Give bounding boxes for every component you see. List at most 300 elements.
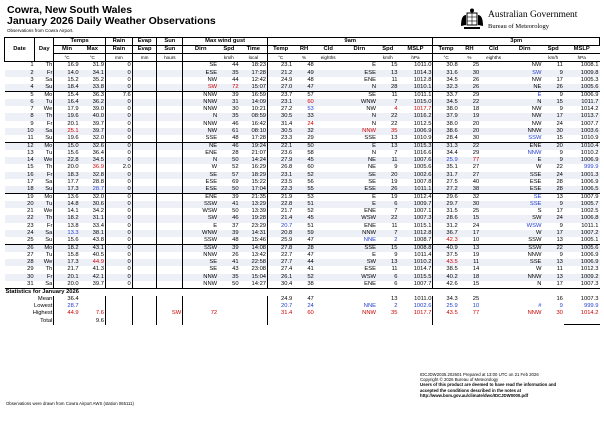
cell-time: 22:58 [251,259,267,266]
cell-dirn: ESE [183,186,218,194]
cell-evap [132,252,157,259]
cell-spd: 72 [232,83,239,90]
cell-dirn: ESE [529,178,542,185]
stats-highest-row [5,310,600,317]
report-header [7,5,216,34]
cell-spd: 13 [377,142,398,150]
cell-time: 17:28 [251,134,267,141]
cell-spd: 11 [391,222,398,229]
cell-cld [480,303,507,310]
cell-temp: 30.4 [268,281,294,289]
cell-dirn: NNW [183,121,218,128]
cell-time [240,303,268,310]
cell-evap [132,223,157,230]
table-row [5,172,600,179]
cell-temp: 28.6 [433,215,459,222]
cell-spd [542,317,563,325]
cell-dirn: NNW [183,281,218,289]
cell-dirn [507,317,542,325]
table-row [5,259,600,266]
cell-rh: 53 [293,193,314,201]
cell-temp: 22.3 [268,186,294,194]
cell-evap [132,164,157,171]
cell-dirn: ENE [364,76,377,83]
cell-max: 41.3 [92,266,104,273]
table-row [5,106,600,113]
group-wind: Max wind gust [183,38,268,46]
cell-evap [132,113,157,120]
cell-date: 21 [27,208,34,215]
cell-evap [132,121,157,128]
col-temp-10: Temp [268,46,294,54]
cell-rh: 49 [307,69,314,76]
cell-dirn: E [537,157,542,164]
cell-sun [157,223,183,230]
cell-temp: 20.8 [268,230,294,237]
table-row [5,91,600,99]
cell-temp: 37.9 [433,113,459,120]
cell-max: 31.9 [92,62,104,69]
cell-temp: 30.8 [433,62,459,70]
unit-11: % [301,55,307,61]
bom-logo [458,6,598,38]
cell-cld [315,259,342,266]
cell-min: 44.9 [54,310,80,317]
cell-temp: 31.5 [433,208,459,215]
cell-dirn: ENE [364,280,377,287]
cell-rain [105,310,132,317]
cell-mslp: 1011.0 [414,62,432,69]
footer-link[interactable]: http://www.bom.gov.au/climate/dwo/IDCJDW0000.pdf [420,392,529,398]
cell-sun [157,157,183,164]
cell-temp: 30.5 [268,113,294,120]
table-row [5,193,600,201]
cell-rain: 0 [105,201,132,208]
cell-mslp: 1005.6 [580,83,599,90]
cell-date: 30 [27,273,34,280]
cell-temp: 27.5 [433,179,459,186]
cell-time: 14:24 [251,157,267,164]
cell-time: 19:28 [251,215,267,222]
cell-dirn: WNW [360,99,377,106]
cell-min: 19.6 [54,135,80,143]
cell-spd: 41 [232,201,239,208]
cell-day: We [43,106,53,113]
cell-rh: 50 [293,142,314,150]
cell-time: 15:46 [251,236,267,243]
cell-spd: 46 [232,215,239,222]
cell-cld [315,179,342,186]
cell-date: 22 [27,215,34,222]
cell-spd: 30 [232,106,239,113]
cell-dirn: N [371,150,377,157]
cell-rh: 56 [307,178,314,185]
cell-temp: 30.5 [268,128,294,135]
cell-sun [157,303,183,310]
cell-rh: 52 [307,171,314,178]
cell-time: 13:42 [251,252,267,259]
table-row [5,237,600,245]
cell-spd: 9 [559,303,563,310]
cell-sun [157,281,183,289]
cell-sun [157,208,183,215]
cell-date: 4 [30,83,34,90]
col-temp-16: Temp [433,46,459,54]
cell-sun [157,317,183,325]
cell-sun [157,84,183,92]
cell-min: 18.4 [54,84,80,92]
cell-rain: 0 [105,113,132,120]
cell-rain: 0 [105,230,132,237]
cell-sun [157,62,183,70]
cell-max: 33.8 [92,83,104,90]
cell-mslp: 1010.4 [564,142,600,150]
cell-evap [132,150,157,157]
cell-spd: 9 [559,157,563,164]
cell-spd: 22 [542,244,563,252]
cell-evap [132,106,157,113]
cell-mslp: 1010.1 [413,83,432,90]
cell-mslp: 1002.6 [413,171,432,178]
cell-time: 16:42 [251,120,267,127]
cell-dirn: ESE [529,185,542,192]
cell-sun: SW [157,310,183,317]
cell-rh: 32 [307,127,314,134]
cell-cld [480,266,507,273]
cell-temp: 27.0 [268,84,294,92]
cell-rh: 44 [307,259,314,266]
cell-evap [132,179,157,186]
cell-rh: 60 [307,164,314,171]
cell-min: 19.6 [54,113,80,120]
cell-temp: 35.1 [433,164,459,171]
cell-cld [480,215,507,222]
cell-sun [157,244,183,252]
cell-date: 14 [27,157,34,164]
cell-time [240,317,268,325]
cell-evap [132,296,157,303]
cell-spd: 20 [542,142,563,150]
cell-cld [315,164,342,171]
cell-spd: 35 [391,127,398,134]
cell-temp: 43.5 [433,259,459,266]
cell-spd: 13 [556,236,563,243]
cell-rain: 0 [105,128,132,135]
cell-dirn: NW [531,113,542,120]
col-spd-14: Spd [382,46,394,53]
cell-cld [480,186,507,194]
cell-rh: 32 [459,193,480,201]
unit-7 [183,54,218,62]
cell-rain [105,317,132,325]
cell-date: 3 [30,76,34,83]
cell-rain: 0 [105,215,132,222]
cell-evap [132,77,157,84]
cell-min: 17.9 [54,106,80,113]
cell-day: Th [45,215,53,222]
cell-max: 32.6 [80,142,106,150]
cell-temp: 34.3 [433,296,459,303]
cell-min: 21.7 [54,266,80,273]
cell-evap [132,266,157,273]
cell-spd: 35 [232,273,239,280]
cell-sun [157,252,183,259]
cell-mslp: 1012.4 [399,193,433,201]
cell-evap [132,237,157,245]
cell-rain: 0 [105,150,132,157]
cell-dirn: SSE [529,201,542,208]
unit-6: hours [157,54,183,62]
cell-mslp: 1006.9 [413,127,432,134]
cell-spd: 19 [377,193,398,201]
cell-dirn: NNE [363,303,377,310]
cell-max: 39.7 [92,120,104,127]
table-row [5,266,600,273]
cell-cld [480,179,507,186]
cell-sun [157,266,183,273]
cell-temp: 28.4 [433,135,459,143]
cell-rh: 47 [307,83,314,90]
cell-spd: 13 [556,273,563,280]
cell-spd: 17 [556,229,563,236]
table-row [5,70,600,77]
stats-lowest-row [5,303,600,310]
cell-spd: 41 [232,259,239,266]
cell-spd: 17 [556,208,563,215]
cell-dirn: SW [532,215,542,222]
stats-mean-row [5,296,600,303]
cell-rain: 0 [105,237,132,245]
table-row [5,164,600,171]
observations-table [4,37,600,325]
col-max-3: Max [86,46,98,53]
cell-dirn: SE [507,193,542,201]
cell-min: 13.8 [54,223,80,230]
cell-day: Th [45,266,53,273]
col-day: Day [35,38,54,62]
cell-rh: 15 [472,280,480,287]
cell-date: 11 [27,134,34,141]
cell-rain [105,296,132,303]
cell-mslp: 1014.7 [413,266,432,273]
cell-dirn: N [371,83,377,90]
cell-dirn: W [183,164,218,171]
cell-evap [132,208,157,215]
cell-mslp: 1011.1 [399,91,433,99]
cell-evap [132,259,157,266]
cell-day: Tu [45,252,53,259]
cell-rain: 0 [105,223,132,230]
cell-mslp: 1009.8 [580,69,599,76]
cell-spd: 15 [556,134,563,141]
cell-spd: 30 [556,310,563,317]
cell-time: 14:08 [240,244,268,252]
cell-time [240,310,268,317]
cell-cld [315,274,342,281]
cell-day: We [43,208,53,215]
group-rain: Rain [105,38,132,46]
cell-cld [315,77,342,84]
cell-rh: 10 [472,303,480,310]
cell-evap [132,317,157,325]
cell-max: 36.3 [80,91,106,99]
cell-rain: 0 [105,244,132,252]
cell-date: Total [40,317,53,324]
cell-mslp: 999.9 [583,164,599,171]
cell-evap [132,230,157,237]
cell-min: 20.1 [54,121,80,128]
cell-dirn: E [372,201,377,208]
cell-rh: 24 [307,303,314,310]
unit-12: eighths [320,55,336,61]
table-row [5,208,600,215]
cell-rain: 0 [105,281,132,289]
cell-temp: 34.5 [433,77,459,84]
cell-sun [157,128,183,135]
cell-min [54,317,80,325]
cell-cld [480,317,507,325]
cell-temp: 23.3 [268,135,294,143]
cell-dirn: SSW [183,244,218,252]
cell-mslp: 1017.7 [413,310,432,317]
cell-date: 8 [30,113,34,120]
cell-dirn: SE [368,178,377,185]
footer-line: Copyright © 2026 Bureau of Meteorology [420,377,499,383]
cell-rh: 25 [472,208,480,215]
cell-dirn: NNW [362,310,377,317]
cell-max: 44.9 [92,259,104,266]
cell-date: 25 [27,236,34,243]
cell-dirn: W [535,229,542,236]
cell-dirn: NE [183,142,218,150]
cell-day: Mo [35,91,54,99]
table-row [5,186,600,194]
cell-cld [315,201,342,208]
cell-time: 13:39 [251,208,267,215]
cell-rh: 52 [307,208,314,215]
cell-temp: 25.9 [268,237,294,245]
cell-max: 7.6 [95,310,104,317]
cell-sun [157,164,183,171]
cell-cld [480,230,507,237]
cell-temp: 27.2 [433,186,459,194]
cell-dirn: SE [368,171,377,178]
cell-day: Fr [46,120,53,127]
table-row [5,128,600,135]
cell-cld [315,193,342,201]
cell-time: 15:04 [251,273,267,280]
cell-evap [132,201,157,208]
cell-dirn: NNW [527,150,542,157]
unit-14: km/h [382,55,393,61]
cell-max: 39.7 [92,280,104,287]
cell-spd: 35 [232,69,239,76]
cell-spd: 22 [556,164,563,171]
cell-mslp: 1007.3 [580,295,599,302]
cell-mslp: 1006.9 [580,157,599,164]
cell-rh [293,317,314,325]
cell-mslp: 1008.7 [413,236,432,243]
cell-rh: 47 [307,295,314,302]
cell-min: 14.1 [54,208,80,215]
cell-cld [480,157,507,164]
col-dirn-7: Dirn [183,46,218,54]
cell-sun [157,142,183,150]
cell-day: Su [45,134,53,141]
cell-dirn: E [183,223,218,230]
cell-dirn: SW [183,84,218,92]
cell-mslp: 1015.1 [413,222,432,229]
cell-mslp: 1010.2 [580,150,599,157]
cell-date: 17 [27,178,34,185]
cell-evap [132,303,157,310]
cell-temp: 23.6 [268,150,294,157]
cell-mslp: 1007.6 [413,157,432,164]
cell-rain: 0 [105,84,132,92]
col-sun-6: Sun [157,46,183,54]
cell-spd: 22 [391,215,398,222]
cell-day: Th [45,113,53,120]
cell-rh: 27 [472,164,480,171]
cell-sun [157,193,183,201]
cell-spd [218,310,239,317]
cell-rh: 24 [307,120,314,127]
cell-rh: 11 [473,259,480,266]
cell-cld [480,150,507,157]
cell-sun [157,70,183,77]
cell-mslp [564,317,600,325]
cell-spd: 50 [232,280,239,287]
cell-date: 5 [5,91,35,99]
cell-dirn: NNW [183,99,218,106]
cell-temp: 21.9 [268,193,294,201]
cell-dirn: WSW [526,222,542,229]
cell-mslp: 1008.1 [580,62,599,69]
cell-mslp: 1007.3 [580,280,599,287]
cell-rain: 0 [105,172,132,179]
cell-temp: 23.1 [268,62,294,70]
cell-spd: 17 [556,76,563,83]
cell-min: 20.1 [54,274,80,281]
cell-temp: 21.2 [268,70,294,77]
cell-dirn: NNW [183,106,218,113]
table-row [5,215,600,222]
logo-line-1: Australian Government [488,10,578,20]
cell-cld [315,281,342,289]
cell-day: Tu [45,99,53,106]
cell-dirn: ENE [183,150,218,157]
stats-title: Statistics for January 2026 [5,288,600,296]
cell-day: Sa [45,280,53,287]
cell-evap [132,62,157,70]
cell-spd [377,317,398,325]
cell-mslp: 1009.2 [580,273,599,280]
cell-dirn: WSW [361,273,377,280]
cell-cld [315,266,342,273]
group-temps: Temps [54,38,106,46]
cell-spd: 6 [394,280,398,287]
cell-mslp: 1008.8 [399,244,433,252]
cell-date: 23 [27,222,34,229]
cell-sun [157,172,183,179]
cell-dirn: NNW [183,252,218,259]
cell-dirn: SW [183,215,218,222]
cell-spd: 28 [556,178,563,185]
cell-spd: 7 [394,208,398,215]
cell-dirn: WSW [361,215,377,222]
cell-cld [315,121,342,128]
cell-dirn: WNW [183,230,218,237]
